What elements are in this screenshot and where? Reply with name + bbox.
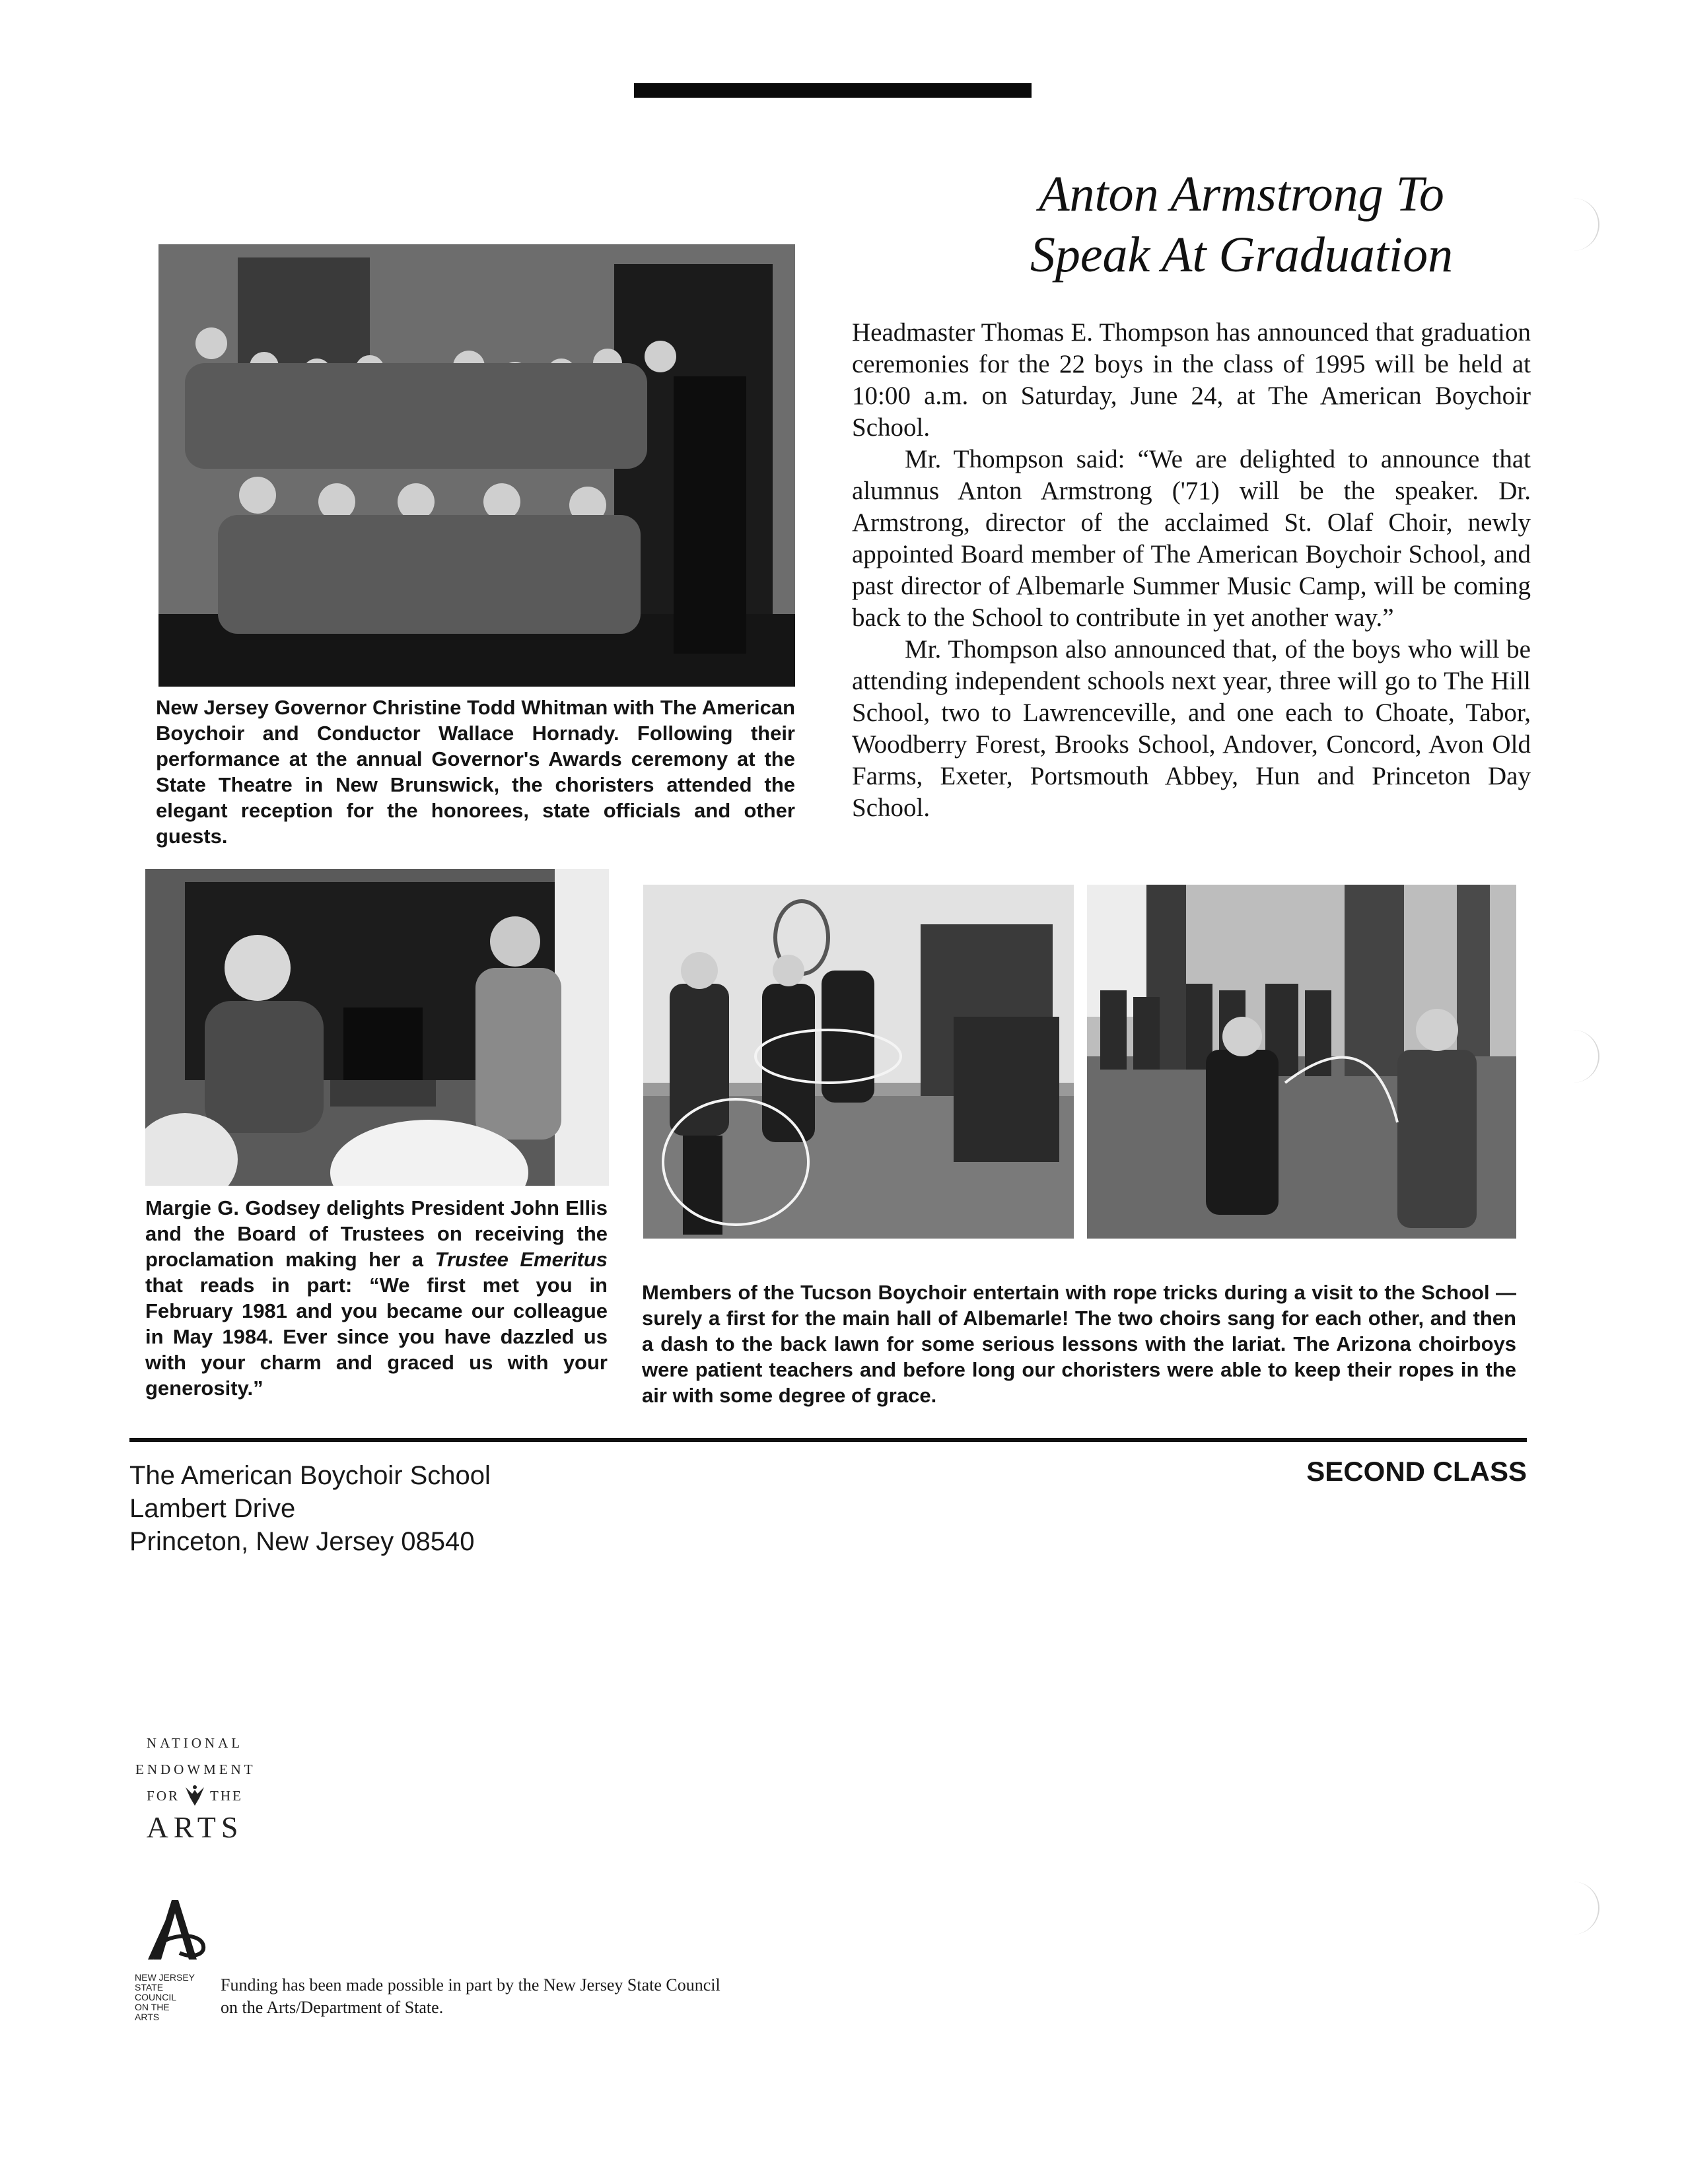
nj-council-logo-line: ARTS xyxy=(135,2012,160,2022)
caption-godsey-text-start: Margie G. Godsey delights President John Ellis and the Board of Trustees on receiving the proclamation making her a xyxy=(145,1196,608,1271)
nj-council-logo-line: NEW JERSEY xyxy=(135,1972,195,1983)
caption-tucson-photos: Members of the Tucson Boychoir entertain with rope tricks during a visit to the School — surely a first for the main hall of Albemarle! The two choirs sang for each other, and then a dash to the back lawn for some serious lessons with the lariat. The Arizona choirboys were patient teachers and before long our choristers were able to keep their ropes in the air with some degree of grace. xyxy=(642,1281,1516,1407)
article-paragraph: Mr. Thompson said: “We are delighted to announce that alumnus Anton Armstrong ('71) will be the speaker. Dr. Armstrong, director of the acclaimed St. Olaf Choir, newly appointed Board member of The American Boychoir School, and past director of Albemarle Summer Music Camp, will be coming back to the School to contribute in yet another way.” xyxy=(852,445,1531,632)
mailing-address xyxy=(129,1459,724,1558)
nea-logo-the: THE xyxy=(210,1788,243,1804)
funding-credit xyxy=(221,1974,855,2019)
nea-logo-line3 xyxy=(135,1783,254,1809)
photo-tucson-rope-tricks-lawn xyxy=(1087,885,1516,1239)
mailing-address-line3: Princeton, New Jersey 08540 xyxy=(129,1527,475,1556)
postage-class-label: SECOND CLASS xyxy=(1306,1456,1527,1487)
nea-logo-line1: NATIONAL xyxy=(146,1735,244,1751)
nea-logo-line4: ARTS xyxy=(146,1810,244,1844)
top-rule-bar xyxy=(634,83,1032,98)
caption-godsey-photo xyxy=(145,1195,608,1401)
article-title-line2: Speak At Graduation xyxy=(1030,227,1454,283)
article-title xyxy=(852,164,1631,285)
mailing-address-line1: The American Boychoir School xyxy=(129,1461,491,1490)
article-title-line1: Anton Armstrong To xyxy=(1039,166,1444,222)
nj-council-logo-line: STATE xyxy=(135,1982,164,1993)
nea-logo-line2: ENDOWMENT xyxy=(135,1761,256,1777)
nj-council-logo-line: COUNCIL xyxy=(135,1992,177,2002)
article-body xyxy=(852,317,1531,824)
caption-governor-photo: New Jersey Governor Christine Todd Whitman with The American Boychoir and Conductor Wallace Hornady. Following their performance at the annual Governor's Awards ceremony at the State Theatre in New Brunswick, the choristers attended the elegant reception for the honorees, state officials and other guests. xyxy=(156,696,795,848)
binder-hole-mark xyxy=(1572,1030,1599,1083)
nea-logo-for: FOR xyxy=(147,1788,180,1804)
nea-logo xyxy=(135,1730,254,1846)
caption-godsey-italic-title: Trustee Emeritus xyxy=(435,1248,608,1271)
photo-godsey-proclamation xyxy=(145,869,609,1186)
photo-governor-with-choir xyxy=(158,244,795,687)
photo-tucson-rope-tricks-hall xyxy=(643,885,1074,1239)
funding-credit-line1: Funding has been made possible in part by the New Jersey State Council xyxy=(221,1975,720,1995)
dancing-figure-icon xyxy=(184,1785,206,1807)
nj-council-logo-text xyxy=(135,1973,207,2022)
mailing-divider-rule xyxy=(129,1438,1527,1442)
funding-credit-line2: on the Arts/Department of State. xyxy=(221,1998,444,2017)
mailing-address-line2: Lambert Drive xyxy=(129,1494,296,1523)
binder-hole-mark xyxy=(1572,1882,1599,1934)
nj-council-logo-line: ON THE xyxy=(135,2002,170,2012)
nj-arts-letter-a-icon xyxy=(139,1895,211,1967)
caption-godsey-text-end: that reads in part: “We first met you in February 1981 and you became our colleague in May 1984. Ever since you have dazzled us with your charm and graced us with your generosity.” xyxy=(145,1274,608,1400)
article-paragraph: Mr. Thompson also announced that, of the boys who will be attending independent schools next year, three will go to The Hill School, two to Lawrenceville, and one each to Choate, Tabor, Woodberry Forest, Brooks School, Andover, Concord, Avon Old Farms, Exeter, Portsmouth Abbey, Hun and Princeton Day School. xyxy=(852,635,1531,822)
article-paragraph: Headmaster Thomas E. Thompson has announced that graduation ceremonies for the 22 boys in the class of 1995 will be held at 10:00 a.m. on Saturday, June 24, at The American Boychoir School. xyxy=(852,318,1531,442)
